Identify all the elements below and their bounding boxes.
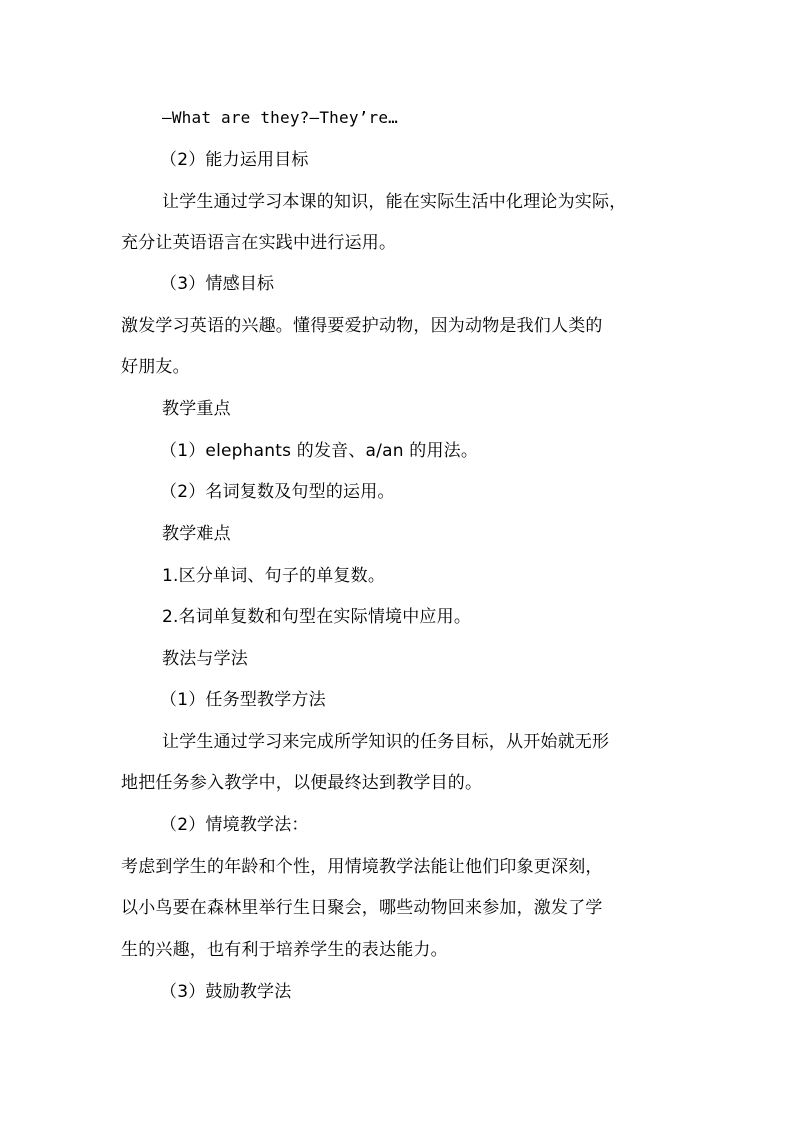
subheading-task-method: （1）任务型教学方法	[160, 690, 326, 710]
subheading-situation-method: （2）情境教学法：	[160, 815, 309, 835]
paragraph-line: 地把任务参入教学中，以便最终达到教学目的。	[121, 773, 483, 793]
subheading-encouragement-method: （3）鼓励教学法	[160, 982, 292, 1002]
heading-ability-goal: （2）能力运用目标	[160, 150, 309, 170]
paragraph-line: 激发学习英语的兴趣。懂得要爱护动物，因为动物是我们人类的	[121, 316, 603, 336]
section-heading-methods: 教法与学法	[162, 649, 248, 669]
section-heading-difficulties: 教学难点	[162, 524, 231, 544]
list-item: 2.名词单复数和句型在实际情境中应用。	[162, 607, 472, 627]
list-item: 1.区分单词、句子的单复数。	[162, 566, 386, 586]
list-item: （2）名词复数及句型的运用。	[160, 482, 395, 502]
paragraph-line: 考虑到学生的年龄和个性，用情境教学法能让他们印象更深刻，	[121, 857, 603, 877]
heading-emotion-goal: （3）情感目标	[160, 274, 275, 294]
paragraph-line: 生的兴趣，也有利于培养学生的表达能力。	[121, 940, 448, 960]
section-heading-key-points: 教学重点	[162, 399, 231, 419]
paragraph-line: 让学生通过学习本课的知识，能在实际生活中化理论为实际，	[162, 192, 627, 212]
text-line-dialogue: —What are they?—They’re…	[162, 108, 398, 127]
list-item: （1）elephants 的发音、a/an 的用法。	[160, 441, 479, 461]
paragraph-line: 好朋友。	[121, 357, 190, 377]
paragraph-line: 让学生通过学习来完成所学知识的任务目标，从开始就无形	[162, 732, 610, 752]
paragraph-line: 以小鸟要在森林里举行生日聚会，哪些动物回来参加，激发了学	[121, 898, 603, 918]
paragraph-line: 充分让英语语言在实践中进行运用。	[121, 233, 397, 253]
